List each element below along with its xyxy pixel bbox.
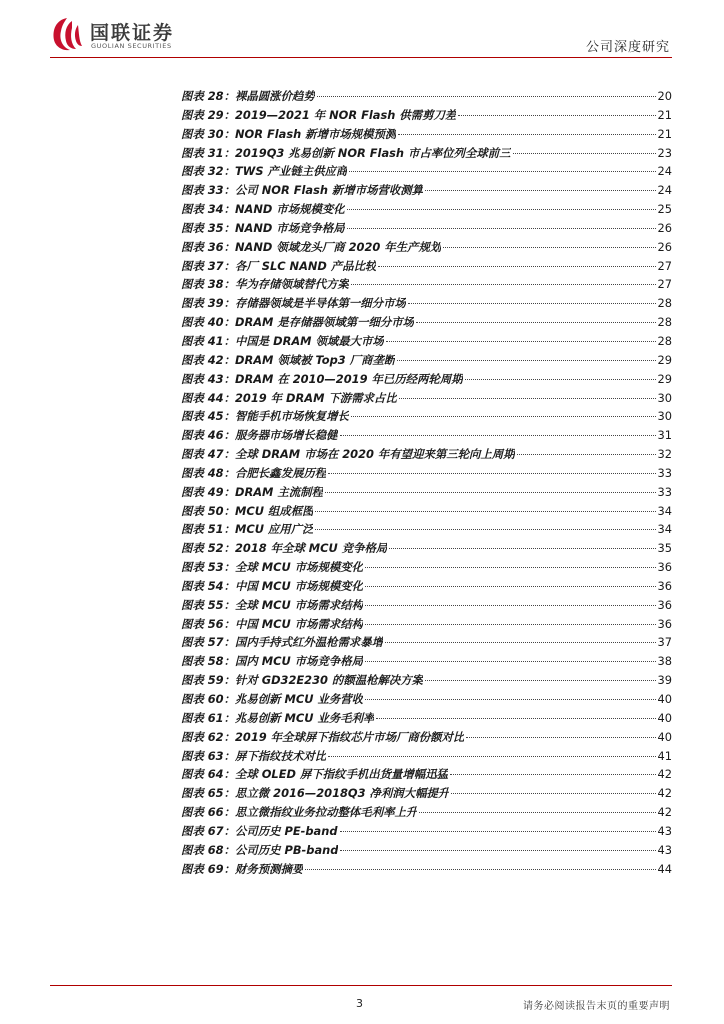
toc-entry-label: 图表 52： (181, 541, 235, 556)
toc-entry-label: 图表 38： (181, 277, 235, 292)
toc-entry[interactable] (181, 351, 672, 370)
toc-dot-leader (347, 209, 656, 210)
toc-entry-label: 图表 33： (181, 183, 235, 198)
toc-entry-page: 36 (657, 560, 672, 575)
toc-entry-label: 图表 65： (181, 786, 235, 801)
toc-entry-label: 图表 56： (181, 616, 235, 631)
toc-entry-label: 图表 37： (181, 258, 235, 273)
toc-entry-title: 华为存储领域替代方案 (235, 277, 349, 292)
toc-entry[interactable] (181, 558, 672, 577)
toc-entry-title: 全球 MCU 市场规模变化 (235, 560, 364, 575)
toc-entry-page: 40 (657, 692, 672, 706)
toc-entry-title: 兆易创新 MCU 业务营收 (235, 692, 364, 706)
toc-entry-title: DRAM 是存储器领域第一细分市场 (235, 315, 415, 330)
toc-entry-label: 图表 45： (181, 409, 235, 424)
toc-dot-leader (443, 247, 655, 248)
toc-entry[interactable] (181, 106, 672, 125)
toc-entry[interactable] (181, 615, 672, 634)
toc-entry-title: MCU 应用广泛 (235, 522, 314, 537)
toc-entry[interactable] (181, 577, 672, 596)
toc-entry-title: DRAM 在 2010—2019 年已历经两轮周期 (235, 371, 463, 386)
toc-entry-label: 图表 39： (181, 296, 235, 311)
toc-dot-leader (378, 266, 655, 267)
toc-entry-page: 28 (657, 333, 672, 348)
toc-entry[interactable] (181, 238, 672, 257)
toc-entry-title: DRAM 主流制程 (235, 484, 323, 499)
page-number: 3 (356, 997, 363, 1010)
toc-entry-title: 思立微 2016—2018Q3 净利润大幅提升 (235, 786, 450, 801)
toc-entry[interactable] (181, 765, 672, 784)
toc-entry[interactable] (181, 690, 672, 709)
toc-entry-title: 2019 年 DRAM 下游需求占比 (235, 390, 397, 405)
toc-dot-leader (425, 680, 655, 681)
guolian-logo-icon (50, 16, 84, 52)
toc-entry[interactable] (181, 520, 672, 539)
toc-entry-label: 图表 61： (181, 710, 235, 725)
toc-entry-page: 43 (657, 823, 672, 838)
toc-entry-label: 图表 28： (181, 89, 235, 103)
toc-entry-label: 图表 42： (181, 352, 235, 367)
toc-dot-leader (349, 171, 655, 172)
toc-entry-label: 图表 44： (181, 390, 235, 405)
toc-entry-page: 24 (657, 164, 672, 179)
toc-entry-title: MCU 组成框图 (235, 503, 314, 518)
toc-entry-title: 中国 MCU 市场需求结构 (235, 616, 364, 631)
toc-entry[interactable] (181, 464, 672, 483)
toc-entry-label: 图表 41： (181, 333, 235, 348)
toc-entry-title: 全球 DRAM 市场在 2020 年有望迎来第三轮向上周期 (235, 447, 515, 462)
toc-entry-label: 图表 55： (181, 597, 235, 612)
logo-chinese-name: 国联证券 (90, 22, 175, 44)
toc-entry-title: 兆易创新 MCU 业务毛利率 (235, 710, 375, 725)
toc-entry-title: 全球 MCU 市场需求结构 (235, 597, 364, 612)
toc-entry[interactable] (181, 822, 672, 841)
logo-english-name: GUOLIAN SECURITIES (91, 42, 172, 50)
toc-dot-leader (317, 96, 656, 97)
toc-dot-leader (347, 228, 656, 229)
toc-dot-leader (513, 153, 656, 154)
toc-entry-label: 图表 49： (181, 484, 235, 499)
toc-entry-page: 32 (657, 447, 672, 462)
toc-entry[interactable] (181, 426, 672, 445)
toc-entry-page: 41 (657, 748, 672, 763)
toc-entry-title: 公司历史 PE-band (235, 823, 338, 838)
toc-dot-leader (425, 190, 655, 191)
toc-dot-leader (325, 492, 656, 493)
toc-entry[interactable] (181, 728, 672, 747)
toc-entry[interactable] (181, 200, 672, 219)
toc-dot-leader (365, 605, 655, 606)
toc-entry-title: 中国是 DRAM 领域最大市场 (235, 333, 384, 348)
toc-entry[interactable] (181, 144, 672, 163)
toc-entry-label: 图表 63： (181, 748, 235, 763)
toc-entry-page: 36 (657, 597, 672, 612)
toc-entry-title: 针对 GD32E230 的额温枪解决方案 (235, 673, 424, 688)
toc-entry[interactable] (181, 502, 672, 521)
toc-entry-page: 30 (657, 409, 672, 424)
toc-entry-title: 2019Q3 兆易创新 NOR Flash 市占率位列全球前三 (235, 145, 511, 160)
toc-entry[interactable] (181, 275, 672, 294)
toc-entry-label: 图表 67： (181, 823, 235, 838)
toc-entry-label: 图表 66： (181, 805, 235, 820)
toc-dot-leader (351, 284, 656, 285)
toc-entry[interactable] (181, 539, 672, 558)
toc-entry-title: 裸晶圆涨价趋势 (235, 89, 315, 103)
toc-entry[interactable] (181, 407, 672, 426)
toc-entry-page: 24 (657, 183, 672, 198)
toc-entry-page: 36 (657, 578, 672, 593)
toc-dot-leader (386, 341, 656, 342)
toc-dot-leader (340, 850, 655, 851)
toc-dot-leader (315, 511, 655, 512)
toc-entry[interactable] (181, 633, 672, 652)
page-header (0, 0, 724, 62)
report-type: 公司深度研究 (585, 40, 670, 55)
toc-entry-label: 图表 57： (181, 635, 235, 650)
toc-entry[interactable] (181, 370, 672, 389)
toc-entry-page: 33 (657, 465, 672, 480)
header-divider (50, 57, 672, 58)
figure-index-list (181, 87, 672, 878)
toc-entry[interactable] (181, 125, 672, 144)
toc-dot-leader (340, 831, 656, 832)
toc-dot-leader (305, 869, 655, 870)
toc-entry-label: 图表 35： (181, 220, 235, 235)
footer-divider (50, 985, 672, 986)
toc-entry-label: 图表 40： (181, 315, 235, 330)
toc-entry-label: 图表 34： (181, 202, 235, 217)
toc-dot-leader (389, 548, 655, 549)
toc-entry-label: 图表 46： (181, 428, 235, 443)
toc-entry[interactable] (181, 709, 672, 728)
toc-entry[interactable] (181, 596, 672, 615)
toc-dot-leader (365, 661, 655, 662)
toc-entry-page: 31 (657, 428, 672, 443)
toc-entry-title: 屏下指纹技术对比 (235, 748, 327, 763)
toc-entry[interactable] (181, 257, 672, 276)
toc-entry-label: 图表 53： (181, 560, 235, 575)
toc-entry-page: 38 (657, 654, 672, 669)
toc-entry-label: 图表 50： (181, 503, 235, 518)
toc-entry-page: 34 (657, 503, 672, 518)
toc-entry-title: NAND 领域龙头厂商 2020 年生产规划 (235, 239, 442, 254)
toc-entry-label: 图表 36： (181, 239, 235, 254)
toc-entry-label: 图表 47： (181, 447, 235, 462)
toc-entry[interactable] (181, 313, 672, 332)
toc-entry-page: 34 (657, 522, 672, 537)
toc-entry-label: 图表 43： (181, 371, 235, 386)
toc-dot-leader (465, 379, 656, 380)
toc-dot-leader (517, 454, 656, 455)
toc-entry-page: 40 (657, 710, 672, 725)
toc-entry-title: NAND 市场竞争格局 (235, 220, 345, 235)
toc-entry-label: 图表 64： (181, 767, 235, 782)
toc-entry-page: 44 (657, 861, 672, 876)
toc-entry-page: 29 (657, 371, 672, 386)
toc-dot-leader (385, 642, 655, 643)
toc-entry[interactable] (181, 162, 672, 181)
toc-entry-page: 35 (657, 541, 672, 556)
toc-entry-page: 26 (657, 220, 672, 235)
toc-entry-label: 图表 58： (181, 654, 235, 669)
toc-entry-title: 2019—2021 年 NOR Flash 供需剪刀差 (235, 107, 457, 122)
toc-entry-page: 40 (657, 729, 672, 744)
toc-entry-title: TWS 产业链主供应商 (235, 164, 348, 179)
toc-entry-title: NAND 市场规模变化 (235, 202, 345, 217)
toc-entry[interactable] (181, 803, 672, 822)
toc-entry-title: 国内 MCU 市场竞争格局 (235, 654, 364, 669)
toc-dot-leader (340, 435, 656, 436)
toc-entry-label: 图表 68： (181, 842, 235, 857)
toc-entry-label: 图表 51： (181, 522, 235, 537)
toc-entry-page: 21 (657, 107, 672, 122)
toc-entry[interactable] (181, 389, 672, 408)
toc-entry[interactable] (181, 784, 672, 803)
toc-dot-leader (408, 303, 656, 304)
toc-entry[interactable] (181, 860, 672, 879)
toc-entry-page: 26 (657, 239, 672, 254)
toc-entry-page: 36 (657, 616, 672, 631)
toc-entry-label: 图表 29： (181, 107, 235, 122)
toc-entry-label: 图表 62： (181, 729, 235, 744)
toc-entry-page: 29 (657, 352, 672, 367)
toc-entry-page: 28 (657, 315, 672, 330)
toc-dot-leader (450, 774, 656, 775)
toc-entry-title: 公司历史 PB-band (235, 842, 339, 857)
toc-entry-page: 20 (657, 89, 672, 103)
toc-entry-label: 图表 31： (181, 145, 235, 160)
toc-entry-page: 37 (657, 635, 672, 650)
toc-entry[interactable] (181, 181, 672, 200)
toc-dot-leader (365, 567, 655, 568)
toc-entry-page: 23 (657, 145, 672, 160)
toc-entry[interactable] (181, 671, 672, 690)
toc-dot-leader (397, 360, 655, 361)
toc-entry-title: 2018 年全球 MCU 竞争格局 (235, 541, 388, 556)
toc-entry[interactable] (181, 841, 672, 860)
toc-dot-leader (365, 586, 655, 587)
toc-dot-leader (328, 756, 655, 757)
toc-dot-leader (398, 134, 655, 135)
toc-entry-label: 图表 54： (181, 578, 235, 593)
toc-dot-leader (351, 416, 656, 417)
toc-entry-title: 财务预测摘要 (235, 861, 304, 876)
toc-entry-label: 图表 48： (181, 465, 235, 480)
toc-entry-label: 图表 32： (181, 164, 235, 179)
toc-entry-page: 43 (657, 842, 672, 857)
toc-entry-title: NOR Flash 新增市场规模预测 (235, 126, 397, 141)
toc-dot-leader (376, 718, 655, 719)
toc-entry-page: 42 (657, 786, 672, 801)
toc-dot-leader (466, 737, 655, 738)
toc-entry-page: 21 (657, 126, 672, 141)
toc-entry-page: 27 (657, 258, 672, 273)
toc-entry[interactable] (181, 294, 672, 313)
toc-entry[interactable] (181, 87, 672, 106)
toc-entry[interactable] (181, 747, 672, 766)
toc-dot-leader (458, 115, 655, 116)
toc-entry-title: 各厂 SLC NAND 产品比较 (235, 258, 377, 273)
toc-entry-title: 中国 MCU 市场规模变化 (235, 578, 364, 593)
toc-entry[interactable] (181, 219, 672, 238)
toc-entry-title: 存储器领域是半导体第一细分市场 (235, 296, 406, 311)
toc-dot-leader (328, 473, 655, 474)
toc-entry[interactable] (181, 652, 672, 671)
toc-dot-leader (451, 793, 655, 794)
toc-entry-label: 图表 60： (181, 692, 235, 706)
toc-entry-page: 33 (657, 484, 672, 499)
toc-entry-title: 服务器市场增长稳健 (235, 428, 338, 443)
toc-entry-page: 42 (657, 767, 672, 782)
company-logo (50, 16, 190, 52)
toc-dot-leader (365, 624, 655, 625)
toc-entry-page: 27 (657, 277, 672, 292)
toc-entry-page: 25 (657, 202, 672, 217)
toc-entry-label: 图表 59： (181, 673, 235, 688)
toc-dot-leader (399, 398, 656, 399)
toc-entry-title: 2019 年全球屏下指纹芯片市场厂商份额对比 (235, 729, 465, 744)
disclaimer: 请务必阅读报告末页的重要声明 (523, 1001, 670, 1012)
toc-entry-page: 39 (657, 673, 672, 688)
toc-dot-leader (365, 699, 655, 700)
toc-entry-title: 全球 OLED 屏下指纹手机出货量增幅迅猛 (235, 767, 448, 782)
toc-entry-label: 图表 30： (181, 126, 235, 141)
toc-entry-page: 42 (657, 805, 672, 820)
toc-entry-title: 国内手持式红外温枪需求暴增 (235, 635, 384, 650)
toc-entry[interactable] (181, 445, 672, 464)
toc-dot-leader (419, 812, 655, 813)
toc-dot-leader (416, 322, 655, 323)
toc-entry-page: 30 (657, 390, 672, 405)
toc-entry-title: DRAM 领域被 Top3 厂商垄断 (235, 352, 396, 367)
toc-entry-title: 智能手机市场恢复增长 (235, 409, 349, 424)
toc-dot-leader (315, 529, 655, 530)
toc-entry-title: 公司 NOR Flash 新增市场营收测算 (235, 183, 424, 198)
toc-entry-title: 合肥长鑫发展历程 (235, 465, 327, 480)
toc-entry-page: 28 (657, 296, 672, 311)
toc-entry[interactable] (181, 332, 672, 351)
toc-entry-title: 思立微指纹业务拉动整体毛利率上升 (235, 805, 418, 820)
toc-entry[interactable] (181, 483, 672, 502)
toc-entry-label: 图表 69： (181, 861, 235, 876)
